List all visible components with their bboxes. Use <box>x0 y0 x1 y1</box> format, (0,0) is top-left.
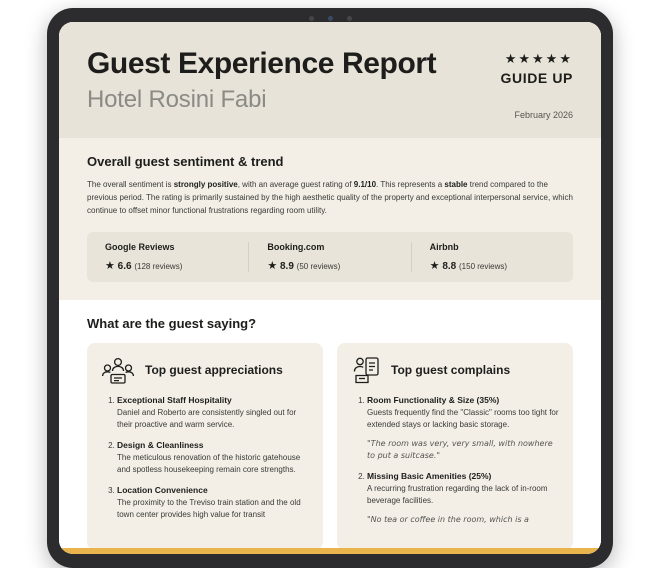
item-quote: "No tea or coffee in the room, which is a <box>367 515 529 525</box>
brand-block <box>477 48 573 120</box>
item-description: A recurring frustration regarding the lack of in-room beverage facilities. <box>367 484 548 506</box>
device-screen <box>59 22 601 554</box>
list-item <box>117 440 309 476</box>
sentiment-section <box>59 138 601 300</box>
ratings-panel <box>87 232 573 282</box>
rating-cell-google <box>87 242 249 272</box>
rating-count: (128 reviews) <box>134 261 183 271</box>
person-complaint-icon <box>351 355 381 385</box>
rating-count: (150 reviews) <box>459 261 508 271</box>
complains-list <box>351 395 559 527</box>
sentiment-heading: Overall guest sentiment & trend <box>87 154 284 169</box>
rating-source: Booking.com <box>267 241 325 252</box>
sentiment-text-4: trend compared to the previous period. The rating is primarily sustained by the high aesthetic quality of the property and exceptional interpersonal service, which continue to offset minor functional frustrations regarding room utility. <box>87 180 573 216</box>
sentiment-strong-1: strongly positive <box>173 180 238 189</box>
item-description: Daniel and Roberto are consistently singled out for their proactive and warm service. <box>117 407 297 429</box>
list-item <box>367 395 559 463</box>
sentiment-text-1: The overall sentiment is <box>87 180 174 189</box>
rating-source: Google Reviews <box>105 241 175 252</box>
tablet-device-frame <box>47 8 613 568</box>
rating-score: 8.9 <box>279 260 294 272</box>
guest-saying-heading: What are the guest saying? <box>87 315 257 331</box>
report-header <box>59 22 601 138</box>
sentiment-text-2: , with an average guest rating of <box>237 180 354 189</box>
sentiment-paragraph <box>87 178 573 218</box>
guest-saying-section <box>59 300 601 550</box>
rating-score: 8.8 <box>442 260 457 272</box>
report-document <box>59 22 601 554</box>
page-subtitle: Hotel Rosini Fabi <box>87 86 267 114</box>
item-title: 2. Design & Cleanliness <box>117 439 204 450</box>
sentiment-strong-3: stable <box>444 180 468 189</box>
star-icon: ★ <box>105 259 115 272</box>
brand-stars: ★★★★★ <box>504 51 573 66</box>
complains-title: Top guest complains <box>391 362 511 377</box>
list-item <box>367 471 559 526</box>
rating-score: 6.6 <box>117 260 132 272</box>
sentiment-text-3: . This represents a <box>376 180 445 189</box>
complains-card <box>337 343 573 550</box>
camera-dot <box>347 16 352 21</box>
page-accent-strip <box>59 548 601 554</box>
item-title: 3. Location Convenience <box>117 484 208 495</box>
list-item <box>117 395 309 431</box>
item-title: 1. Room Functionality & Size (35%) <box>367 394 500 405</box>
item-title: 1. Exceptional Staff Hospitality <box>117 394 232 405</box>
camera-dot-blue <box>328 16 333 21</box>
appreciations-list <box>101 395 309 521</box>
rating-cell-airbnb <box>412 242 573 272</box>
appreciations-card <box>87 343 323 550</box>
rating-value <box>267 259 392 272</box>
appreciations-title: Top guest appreciations <box>145 362 283 377</box>
star-icon: ★ <box>267 259 278 272</box>
page-title: Guest Experience Report <box>87 47 437 80</box>
sentiment-strong-2: 9.1/10 <box>353 180 377 189</box>
camera-dot <box>309 16 314 21</box>
item-description: The proximity to the Treviso train station and the old town center provides high value for transit <box>117 497 301 519</box>
rating-count: (50 reviews) <box>296 261 341 271</box>
star-icon: ★ <box>429 259 440 272</box>
item-quote: "The room was very, very small, with nowhere to put a suitcase." <box>367 438 553 460</box>
group-people-icon <box>101 355 135 385</box>
item-title: 2. Missing Basic Amenities (25%) <box>367 471 492 482</box>
rating-source: Airbnb <box>429 241 459 252</box>
report-date: February 2026 <box>514 110 573 120</box>
item-description: Guests frequently find the "Classic" rooms too tight for extended stays or lacking basic storage. <box>367 407 559 429</box>
item-description: The meticulous renovation of the historic gatehouse and spotless housekeeping remain core strengths. <box>117 452 301 474</box>
brand-name: GUIDE UP <box>500 70 573 86</box>
rating-value <box>105 259 230 272</box>
rating-value <box>430 259 555 272</box>
rating-cell-booking <box>249 242 411 272</box>
list-item <box>117 485 309 521</box>
